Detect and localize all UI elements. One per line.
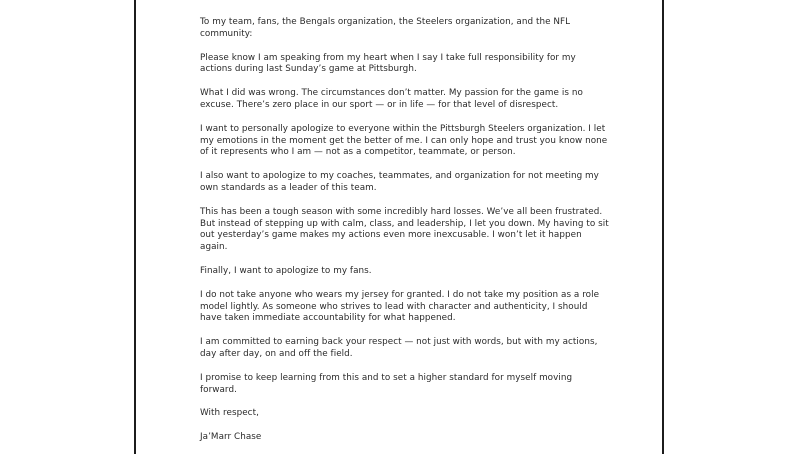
letter-paragraph: This has been a tough season with some incredibly hard losses. We’ve all been frustrated. But instead of stepping up with calm, class, and leadership, I let you down. My having to sit out yesterday’s game makes my actions even more inexcusable. I won’t let it happen again. [200, 206, 609, 253]
letter-paragraph: I promise to keep learning from this and to set a higher standard for myself moving forward. [200, 372, 573, 395]
letter-body [200, 17, 610, 456]
letter-paragraph: I want to personally apologize to everyone within the Pittsburgh Steelers organization. I let my emotions in the moment get the better of me. I can only hope and trust you know none of it represents who I am — not as a competitor, teammate, or person. [200, 123, 608, 158]
letter-page [134, 0, 664, 454]
letter-paragraph: I do not take anyone who wears my jersey for granted. I do not take my position as a role model lightly. As someone who strives to lead with character and authenticity, I should have taken immediate accountability for what happened. [200, 289, 600, 324]
letter-paragraph: Finally, I want to apologize to my fans. [200, 265, 372, 276]
letter-salutation: To my team, fans, the Bengals organization, the Steelers organization, and the NFL community: [200, 17, 571, 39]
letter-closing: With respect, [200, 408, 259, 419]
letter-signature: Ja’Marr Chase [200, 432, 262, 443]
letter-paragraph: I am committed to earning back your respect — not just with words, but with my actions, day after day, on and off the field. [200, 337, 598, 359]
letter-paragraph: What I did was wrong. The circumstances don’t matter. My passion for the game is no excuse. There’s zero place in our sport — or in life — for that level of disrespect. [200, 88, 583, 110]
letter-paragraph: I also want to apologize to my coaches, teammates, and organization for not meeting my own standards as a leader of this team. [200, 171, 599, 193]
letter-paragraph: Please know I am speaking from my heart when I say I take full responsibility for my actions during last Sunday’s game at Pittsburgh. [200, 52, 576, 75]
